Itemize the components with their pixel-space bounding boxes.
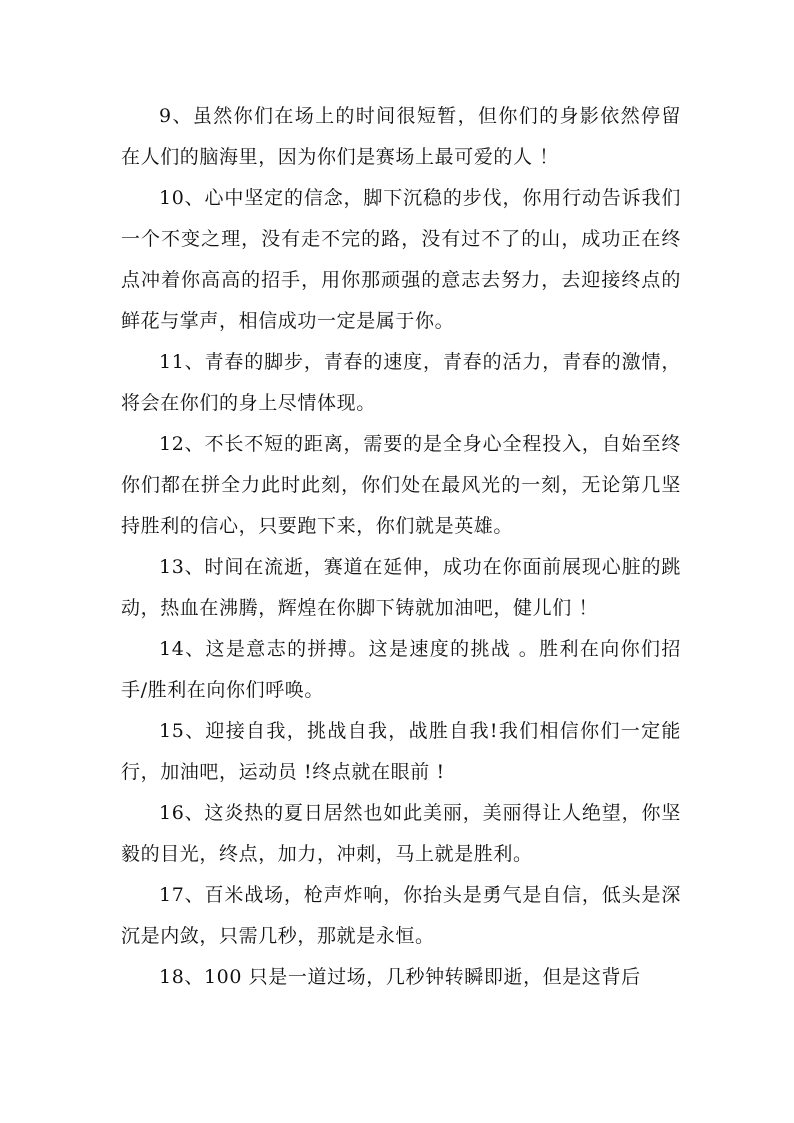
paragraph-18: 18、100 只是一道过场，几秒钟转瞬即逝，但是这背后 [159,966,641,988]
paragraph-16: 16、这炎热的夏日居然也如此美丽，美丽得让人绝望，你坚毅的目光，终点，加力，冲刺，马上就是胜利。 [121,802,681,865]
paragraph-15: 15、迎接自我，挑战自我，战胜自我!我们相信你们一定能行，加油吧，运动员 !终点就在眼前 ! [121,720,681,783]
paragraph-10: 10、心中坚定的信念，脚下沉稳的步伐，你用行动告诉我们一个不变之理，没有走不完的路，没有过不了的山，成功正在终点冲着你高高的招手，用你那顽强的意志去努力，去迎接终点的鲜花与掌声，相信成功一定是属于你。 [121,187,681,332]
paragraph-12: 12、不长不短的距离，需要的是全身心全程投入，自始至终你们都在拼全力此时此刻，你们处在最风光的一刻，无论第几坚持胜利的信心，只要跑下来，你们就是英雄。 [121,433,681,537]
paragraph-14: 14、这是意志的拼搏。这是速度的挑战 。胜利在向你们招手/胜利在向你们呼唤。 [121,638,681,701]
paragraph-17: 17、百米战场，枪声炸响，你抬头是勇气是自信，低头是深沉是内敛，只需几秒，那就是永恒。 [121,884,681,947]
paragraph-9: 9、虽然你们在场上的时间很短暂，但你们的身影依然停留在人们的脑海里，因为你们是赛场上最可爱的人 ！ [121,105,681,168]
paragraph-11: 11、青春的脚步，青春的速度，青春的活力，青春的激情，将会在你们的身上尽情体现。 [121,351,681,414]
paragraph-13: 13、时间在流逝，赛道在延伸，成功在你面前展现心脏的跳动，热血在沸腾，辉煌在你脚下铸就加油吧，健儿们 ！ [121,556,681,619]
document-body [121,96,681,998]
